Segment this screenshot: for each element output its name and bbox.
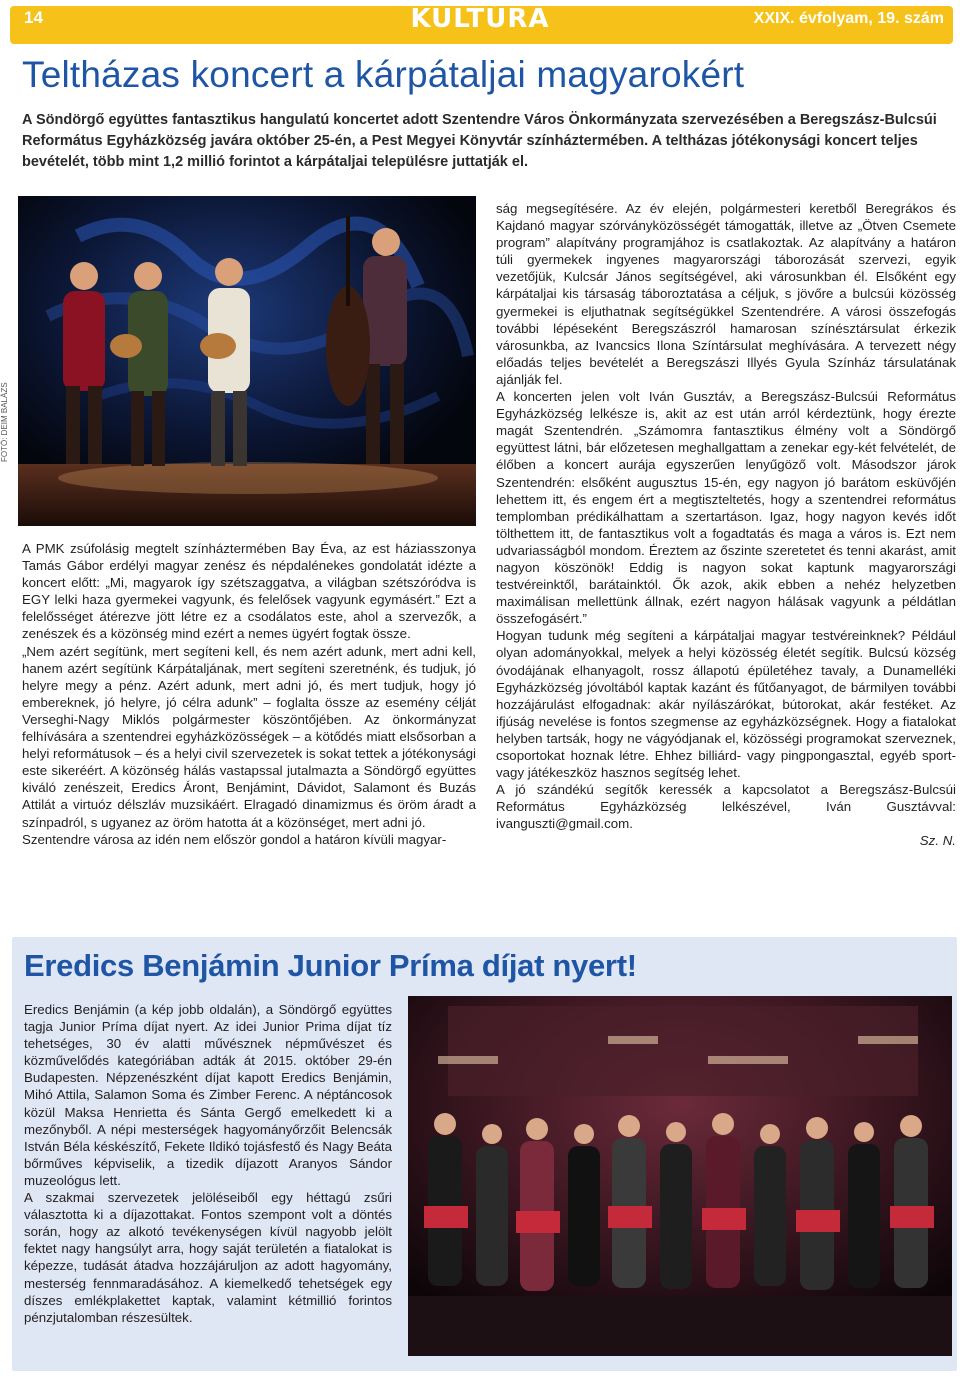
paragraph: A PMK zsúfolásig megtelt színháztermében Bay Éva, az est háziasszonya Tamás Gábor erdélyi magyar zenész és népdalénekes gondolatát idézte a koncert előtt: „Mi, magyarok így szétszaggatva, a világban szétszóródva is EGY lelki haza gyermekei vagyunk, és felelősek vagyunk egymásért.” Ezt a felelősséget átérezve jött létre ez a csodálatos este, ahol a szervezők, a zenészek és a közönség mind ezért a nemes ügyért fogtak össze.	[22, 541, 476, 642]
concert-photo-image	[18, 196, 476, 526]
photo-credit: FOTÓ: DEIM BALÁZS	[0, 382, 9, 462]
article-lead: A Söndörgő együttes fantasztikus hangulatú koncertet adott Szentendre Város Önkormányzata szervezésében a Beregszász-Bulcsúi Református Egyházközség javára október 25-én, a Pest Megyei Könyvtár színháztermében. A teltházas jótékonysági koncert teljes bevételét, több mint 1,2 millió forintot a kárpátaljai településre juttatják el.	[22, 112, 937, 170]
award-text	[24, 1001, 392, 1326]
article-right-column	[496, 200, 956, 850]
paragraph: A szakmai szervezetek jelöléseiből egy héttagú zsűri választotta ki a díjazottakat. Fontos szempont volt a döntés során, hogy az alkotó tevékenységen kívül nagyobb jelölt fektet nagy hangsúlyt arra, hogy saját területén a fiatalokat is képezze, tudását átadva hozzájáruljon az adott hagyomány, mesterség fennmaradásához. A kiemelkedő tehetségek egy díszes emlékplakettet kaptak, valamint kétmillió forintos pénzjutalomban részesültek.	[24, 1190, 392, 1325]
paragraph: Hogyan tudunk még segíteni a kárpátaljai magyar testvéreinknek? Például olyan adományokkal, melyek a helyi közösség életét segítik. Bulcsú község óvodájának elhanyagolt, rossz állapotú épületéhez tavaly, a Dunamelléki Egyházközség jóvoltából kaptak kazánt és fűtőanyagot, de bármilyen további hozzájárulást elfogadnak: akár nyílászárókat, bútorokat, akár festéket. Az ifjúság nevelése is fontos szegmense az egyházközségnek. Hogy a fiatalokat helyben tartsák, hogy ne vágyódjanak el, közösségi programokat szerveznek, csoportokat hoznak létre. Ehhez billiárd- vagy pingpongasztal, egyéb sport- vagy játékeszköz hasznos segítség lehet.	[496, 628, 956, 781]
concert-photo	[18, 196, 476, 526]
award-ceremony-image	[408, 996, 952, 1356]
paragraph: „Nem azért segítünk, mert segíteni kell, és nem azért adunk, mert adni kell, hanem azért segítünk Kárpátaljának, mert segíteni szeretnénk, és tudjuk, jó helyre megy a pénz. Azért adunk, mert adni jó, és mert tudjuk, hogy jó embereknek, jó helyre, jó célra adunk” – foglalta össze az esemény célját Verseghi-Nagy Miklós polgármester köszöntőjében. Az önkormányzat felhívására a szentendrei egyházközösségek – a kötődés miatt elsősorban a helyi reformátusok – és a helyi civil szervezetek is sokat tettek a jótékonysági este sikeréért. A közönség hálás vastapssal jutalmazta a Söndörgő együttes kiváló zenészeit, Eredics Áront, Benjámint, Dávidot, Salamont és Buzás Attilát a virtuóz délszláv muzsikáért. Elragadó dinamizmus és öröm áradt a színpadról, s ugyanez az öröm hatotta át a közönséget, mert adni jó.	[22, 643, 476, 830]
section-name: KULTÚRA	[410, 4, 550, 34]
paragraph: Szentendre városa az idén nem először gondol a határon kívüli magyar-	[22, 831, 447, 847]
issue-info: XXIX. évfolyam, 19. szám	[753, 10, 944, 27]
page-number: 14	[24, 8, 43, 27]
award-title: Eredics Benjámin Junior Príma díjat nyert!	[24, 948, 637, 983]
award-ceremony-photo	[408, 996, 952, 1356]
article-title: Teltházas koncert a kárpátaljai magyarokért	[22, 54, 745, 95]
paragraph: ság megsegítésére. Az év elején, polgármesteri keretből Beregrákos és Kajdanó magyar szórványközösségét támogatták, illetve az „Ötven Csemete program” alapítvány programjához is csatlakoztak. Az alapítvány a határon túli gyermekek ingyenes magyarországi táborozását szervezi, egyik vezetőjük, Kulcsár János segítségével, aki városunkban él. Elsőként egy kárpátaljai kis társaság táboroztatása a céljuk, s jövőre a bulcsúi közösség gyermekei is eljuthatnak segítségükkel Szentendrére. A városi összefogás további lépéseként Beregszászról hamarosan színésztársulat érkezik városunkba, az Ivancsics Ilona Színtársulat meghívására. A tervezett négy előadás teljes bevételét a Beregszászi Illyés Gyula Színház társulatának ajánlják fel.	[496, 201, 956, 387]
article-left-column	[22, 540, 476, 848]
author-signature: Sz. N.	[919, 833, 956, 849]
paragraph: A koncerten jelen volt Iván Gusztáv, a Beregszász-Bulcsúi Református Egyházközség lelkésze is, akit az est után arról kérdeztünk, hogy érezte magát Szentendrén. „Számomra fantasztikus élmény volt a Söndörgő együttest látni, bár előzetesen meghallgattam a zenekar egy-két felvételét, de élőben a koncert aurája egyszerűen lenyűgöző volt. Másodszor járok Szentendrén: elsőként augusztus 15-én, egy nagyon jó barátom esküvőjén lehettem itt, és engem ért a megtiszteltetés, hogy a szentendrei református templomban prédikálhattam a szertartáson. Igaz, hogy nagyon kevés időt tölthettem itt, de fantasztikus volt a fogadtatás és maga a város is. Ezt nem udvariasságból mondom. Éreztem az őszinte szeretetet és tenni akarást, amit nagyon köszönök! Eddig is nagyon sokat kaptunk magyarországi testvéreinktől, barátainktól. Ők azok, akik ebben a nehéz helyzetben maximálisan mellettünk állnak, ezért nagyon hálásak vagyunk a példátlan összefogásért.”	[496, 389, 956, 627]
paragraph: A jó szándékú segítők keressék a kapcsolatot a Beregszász-Bulcsúi Református Egyházközség lelkészével, Iván Gusztávval: ivanguszti@gmail.com.	[496, 782, 956, 832]
paragraph: Eredics Benjámin (a kép jobb oldalán), a Söndörgő együttes tagja Junior Príma díjat nyert. Az idei Junior Prima díjat tíz tehetséges, 30 év alatti művésznek népművészet és közművelődés kategóriában adták át 2015. október 29-én Budapesten. Népzenészként díjat kapott Eredics Benjámin, Mihó Attila, Salamon Soma és Zimber Ferenc. A néptáncosok közül Maksa Henrietta és Sánta Gergő emelkedett ki a mezőnyből. A népi mesterségek hagyományőrzőit Belencsák István Béla késkészítő, Fekete Ildikó tojásfestő és Nagy Beáta bőrműves képviselik, a tizedik díjazott Aranyos Sándor muzeológus lett.	[24, 1002, 392, 1188]
